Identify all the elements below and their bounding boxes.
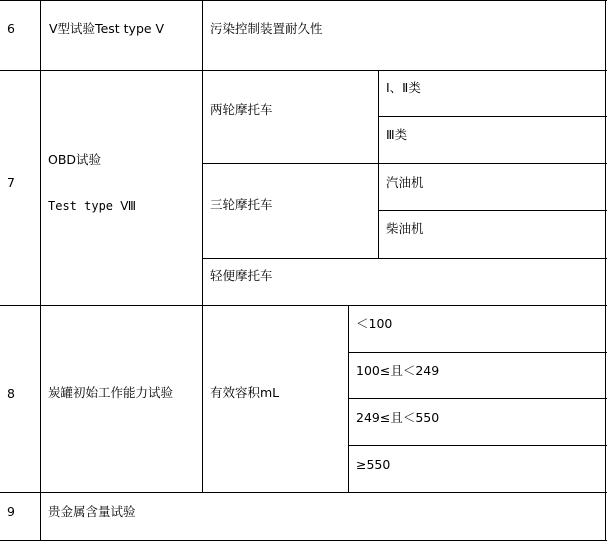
table-line <box>202 163 607 164</box>
table-line <box>348 445 607 446</box>
vehicle-type-two-wheel: 两轮摩托车 <box>210 102 273 117</box>
table-line <box>0 0 607 1</box>
table-line <box>378 210 607 211</box>
row-number: 8 <box>7 386 15 401</box>
test-name-line1: OBD试验 <box>48 152 102 167</box>
volume-range: ＜100 <box>356 316 393 331</box>
engine-type: 柴油机 <box>386 221 424 236</box>
table-line <box>40 0 41 541</box>
row-number: 6 <box>7 21 15 36</box>
table-line <box>605 0 606 541</box>
test-name-line2: Test type Ⅷ <box>48 199 137 213</box>
test-name: 炭罐初始工作能力试验 <box>48 385 174 400</box>
row-number: 7 <box>7 175 15 190</box>
test-item: 有效容积mL <box>210 385 280 400</box>
volume-range: 100≤且＜249 <box>356 363 440 378</box>
table-line <box>0 70 607 71</box>
vehicle-type-three-wheel: 三轮摩托车 <box>210 197 273 212</box>
volume-range: ≥550 <box>356 457 391 472</box>
table-line <box>202 0 203 493</box>
table-line <box>0 492 607 493</box>
vehicle-class: Ⅲ类 <box>386 127 408 142</box>
test-name: Ⅴ型试验Test type Ⅴ <box>49 21 165 36</box>
table-line <box>378 70 379 258</box>
table-line <box>202 258 607 259</box>
row-number: 9 <box>7 504 15 519</box>
vehicle-class: Ⅰ、Ⅱ类 <box>386 80 421 95</box>
table-line <box>378 116 607 117</box>
engine-type: 汽油机 <box>386 175 424 190</box>
table-line <box>348 352 607 353</box>
table-line <box>348 398 607 399</box>
test-name: 贵金属含量试验 <box>48 504 136 519</box>
test-item: 污染控制装置耐久性 <box>210 21 323 36</box>
table-line <box>348 305 349 493</box>
table-line <box>0 305 607 306</box>
vehicle-type-light: 轻便摩托车 <box>210 268 273 283</box>
volume-range: 249≤且＜550 <box>356 410 440 425</box>
